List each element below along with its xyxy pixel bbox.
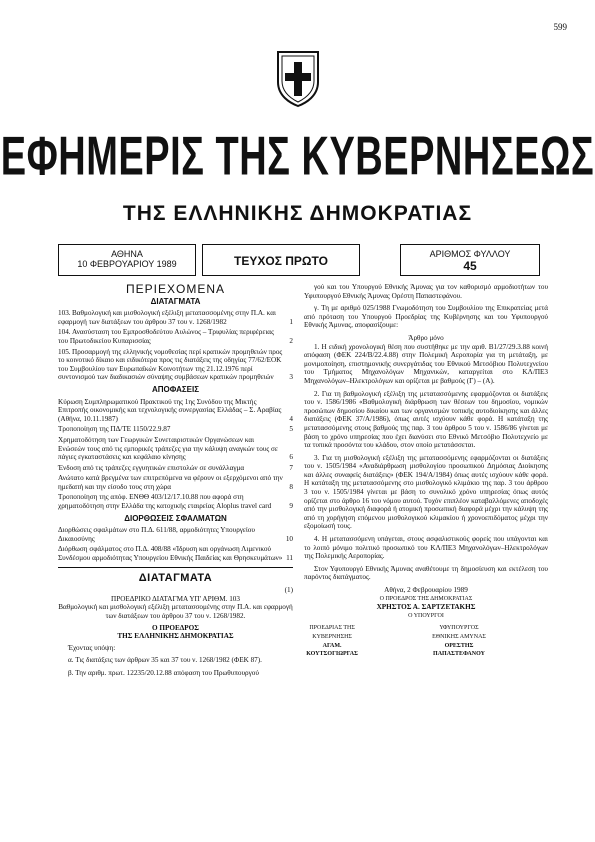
body-paragraph: Στον Υφυπουργό Εθνικής Άμυνας αναθέτουμε τη δημοσίευση και εκτέλεση του παρόντος διατάγματος.: [304, 564, 548, 582]
toc-entry-text: Ένδοση από τις τράπεζες εγγυητικών επιστολών σε συνάλλαγμα: [58, 463, 245, 472]
toc-entry: [58, 398, 293, 424]
contents-section-corrections: ΔΙΟΡΘΩΣΕΙΣ ΣΦΑΛΜΑΤΩΝ: [124, 513, 227, 523]
contents-section-decisions: ΑΠΟΦΑΣΕΙΣ: [151, 384, 200, 394]
toc-entry: [58, 493, 293, 510]
sheet-number-box: [400, 244, 540, 276]
date-box: [58, 244, 196, 276]
toc-entry-page: 8: [289, 482, 293, 491]
masthead-subtitle: ΤΗΣ ΕΛΛΗΝΙΚΗΣ ΔΗΜΟΚΡΑΤΙΑΣ: [122, 202, 473, 225]
toc-entry-page: 9: [289, 502, 293, 511]
issue-box: [202, 244, 360, 276]
preamble-intro: Έχοντας υπόψη:: [68, 643, 116, 652]
signature-block: [431, 624, 548, 658]
toc-entry: [58, 474, 293, 491]
coat-of-arms-emblem: [272, 48, 324, 108]
toc-entry-number: 104.: [58, 328, 71, 337]
toc-entry: [58, 309, 293, 326]
body-paragraph: 4. Η μετατασσόμενη υπάγεται, στους ασφαλιστικούς φορείς που υπάγονται και το λοιπό μόνιμο πολιτικό προσωπικό του ΚΛ/ΠΕ3 Μηχανολόγων–Ηλεκτρολόγων της Πολεμικής Αεροπορίας.: [304, 535, 548, 561]
toc-entry: [58, 464, 293, 473]
body-paragraph: 3. Για τη μισθολογική εξέλιξη της μετατασσόμενης εφαρμόζονται οι διατάξεις του ν. 1505/1984 «Αναδιάρθρωση μισθολογίου προσωπικού Δημόσιας Διοίκησης και άλλες συναφείς διατάξεις» (ΦΕΚ 194/Α/1984) όπως αυτές ισχύουν κάθε φορά. Η κατάταξη της μετατασσόμενης στο μισθολογικό κλιμάκιο της παρ. 3 του άρθρου 3 του ν. 1505/1984 γίνεται με βάση το συνολικό χρόνο υπηρεσίας όπως αυτός ορίζεται στο άρθρο 16 του νόμου αυτού. Τυχόν επιπλέον καταβαλλόμενες αποδοχές από την μισθολογική διαφορά ή ατομική προσωπική διαφορά μέχρι την κάλυψη της από τη χορήγηση επόμενου μισθολογικού κλιμακίου ή χρονοεπιδόματος μέχρι την εξομοίωσή τους.: [304, 453, 548, 531]
masthead-title: ΕΦΗΜΕΡΙΣ ΤΗΣ ΚΥΒΕΡΝΗΣΕΩΣ: [0, 126, 595, 188]
city-label: ΑΘΗΝΑ: [111, 249, 143, 259]
toc-entry-text: Διορθώσεις σφαλμάτων στο Π.Δ. 611/88, αρμοδιότητες Υπουργείου Δικαιοσύνης: [58, 526, 255, 543]
signatory-name: ΟΡΕΣΤΗΣ ΠΑΠΑΣΤΕΦΑΝΟΥ: [433, 642, 485, 658]
body-paragraph: γ. Τη με αριθμό 025/1988 Γνωμοδότηση του Συμβουλίου της Επικρατείας μετά από πρόταση του Υπουργού Προεδρίας της Κυβέρνησης και του Υφυπουργού Εθνικής Άμυνας, αποφασίζουμε:: [304, 304, 548, 330]
decree-title: ΠΡΟΕΔΡΙΚΟ ΔΙΑΤΑΓΜΑ ΥΠ' ΑΡΙΘΜ. 103: [111, 594, 240, 603]
toc-entry: [58, 425, 293, 434]
issue-date: 10 ΦΕΒΡΟΥΑΡΙΟΥ 1989: [77, 259, 177, 269]
toc-entry-page: 11: [286, 554, 293, 563]
ministers-heading: Ο ΥΠΟΥΡΓΟΙ: [408, 612, 444, 619]
decree-description: Βαθμολογική και μισθολογική εξέλιξη μετατασσομένης στην Π.Α. και εφαρμογή των διατάξεων του άρθρου 37 του ν. 1268/1982.: [58, 603, 293, 620]
toc-entry-page: 3: [289, 373, 293, 382]
preamble-alpha: α. Τις διατάξεις των άρθρων 35 και 37 του ν. 1268/1982 (ΦΕΚ 87).: [68, 656, 262, 665]
page-number: 599: [553, 22, 567, 32]
toc-entry-page: 7: [289, 463, 293, 472]
toc-entry: [58, 436, 293, 462]
toc-entry-number: 105.: [58, 347, 71, 356]
toc-entry: [58, 328, 293, 345]
signatory-title: ΠΡΟΕΔΡΙΑΣ ΤΗΣ ΚΥΒΕΡΝΗΣΗΣ: [309, 625, 355, 640]
toc-entry-text: Προσαρμογή της ελληνικής νομοθεσίας περί κρατικών προμηθειών προς το κοινοτικό δίκαιο και ειδικότερα προς τις διατάξεις της οδηγίας 77/62/ΕΟΚ του Συμβουλίου των Ευρωπαϊκών Κοινοτήτων της 21.12.1976 περί συντονισμού των διαδικασιών σύναψης συμβάσεων κρατικών προμηθειών: [58, 347, 283, 382]
article-heading: Άρθρο μόνο: [408, 333, 444, 342]
toc-entry-page: 10: [285, 534, 293, 543]
toc-entry: [58, 526, 293, 543]
body-paragraph: γού και του Υπουργού Εθνικής Άμυνας για τον καθορισμό αρμοδιοτήτων του Υφυπουργού Εθνικής Άμυνας Ορέστη Παπαστεφάνου.: [304, 283, 548, 300]
signatory-name: ΑΓΑΜ. ΚΟΥΤΣΟΓΙΩΡΓΑΣ: [306, 642, 358, 658]
toc-entry-text: Χρηματοδότηση των Γεωργικών Συνεταιριστικών Οργανώσεων και Ενώσεών τους από τις εμπορικές τράπεζες για την κάλυψη αναγκών τους σε πάγιες εγκαταστάσεις και κεφάλαιο κίνησης: [58, 435, 278, 462]
toc-entry: [58, 348, 293, 382]
president-heading: Ο ΠΡΟΕΔΡΟΣ: [152, 623, 199, 632]
toc-entry-text: Τροποποίηση της απόφ. ΕΝΘΘ 403/12/17.10.88 που αφορά στη χρηματοδότηση στην Ελλάδα της κατοχικής εταιρείας Aloplus travel card: [58, 493, 272, 511]
signature-block: [304, 624, 421, 658]
signatory-title: ΥΦΥΠΟΥΡΓΟΣ ΕΘΝΙΚΗΣ ΑΜΥΝΑΣ: [432, 625, 486, 640]
toc-entry-text: Ανώτατο κατά βρεγμένα των επιτρεπόμενα να φέρουν οι εξερχόμενοι από την ημεδαπή και την είσοδο τους στη χώρα: [58, 474, 283, 491]
divider: [58, 567, 293, 568]
toc-entry-number: 103.: [58, 309, 71, 318]
republic-heading: ΤΗΣ ΕΛΛΗΝΙΚΗΣ ΔΗΜΟΚΡΑΤΙΑΣ: [117, 632, 234, 641]
sheet-number: 45: [463, 259, 477, 273]
decree-marker: (1): [284, 586, 293, 595]
toc-entry-page: 1: [289, 317, 293, 326]
preamble-beta: β. Την αριθμ. πρωτ. 12235/20.12.88 απόφαση του Πρωθυπουργού: [68, 668, 259, 677]
left-column: [58, 283, 293, 682]
toc-entry: [58, 545, 293, 562]
toc-entry-text: Ανασύσταση του Εμπροσθοδεύτου Αυλώνος – Τριφυλίας περιφέρειας του Πρωτοδικείου Κυπαρισσίας: [58, 328, 274, 345]
toc-entry-page: 4: [289, 414, 293, 423]
toc-entry-text: Διόρθωση σφάλματος στο Π.Δ. 408/88 «Ίδρυση και οργάνωση Λιμενικού Συνδέσμου αρμοδιότητας Υπουργείου Εθνικής Παιδείας και Θρησκευμάτων»: [58, 545, 283, 563]
toc-entry-page: 5: [289, 425, 293, 434]
president-title: Ο ΠΡΟΕΔΡΟΣ ΤΗΣ ΔΗΜΟΚΡΑΤΙΑΣ: [379, 595, 473, 602]
decrees-heading: ΔΙΑΤΑΓΜΑΤΑ: [138, 571, 213, 584]
contents-section-decrees: ΔΙΑΤΑΓΜΑΤΑ: [150, 296, 201, 306]
issue-label: ΤΕΥΧΟΣ ΠΡΩΤΟ: [234, 254, 328, 268]
body-paragraph: 2. Για τη βαθμολογική εξέλιξη της μετατασσόμενης εφαρμόζονται οι διατάξεις του ν. 1586/1986 «Βαθμολογική διάρθρωση των θέσεων του δημοσίου, νομικών προσώπων δημοσίου δικαίου και των οργανισμών τοπικής αυτοδιοίκησης και άλλες διατάξεις (ΦΕΚ 37/Α/1986), όπως αυτές ισχύουν κάθε φορά. Η κατάταξη της μετατασσόμενης στους βαθμούς της παρ. 3 του άρθρου 5 του ν. 1586/86 γίνεται με βάση το χρόνο υπηρεσίας που έχει διανύσει στο Εθνικό Μετσόβιο Πολυτεχνείο με τα τυπικά προσόντα του κλάδου, στον οποίο μετατάσσεται.: [304, 389, 548, 450]
toc-entry-text: Βαθμολογική και μισθολογική εξέλιξη μετατασσομένης στην Π.Α. και εφαρμογή των διατάξεων του άρθρου 37 του ν. 1268/1982: [58, 309, 276, 326]
contents-title: ΠΕΡΙΕΧΟΜΕΝΑ: [125, 282, 226, 296]
body-paragraph: 1. Η ειδική χρονολογική θέση που συστήθηκε με την αριθ. Β1/27/29.3.88 κοινή απόφαση (ΦΕΚ 224/Β/22.4.88) στην Πολεμική Αεροπορία για τη μετάταξη, με μονιμοποίηση, επιστημονικής συνεργάτιδας του Εθνικού Μετσόβιου Πολυτεχνείου του Τμήματος Μηχανολόγων Μηχανικών, καταργείται στο ΚΛ/ΠΕ3 Μηχανολόγων–Ηλεκτρολόγων και ορίζεται με βαθμούς (Γ) – (Α).: [304, 342, 548, 385]
right-column: [304, 283, 548, 659]
signatures: [304, 624, 548, 658]
toc-entry-page: 2: [289, 336, 293, 345]
toc-entry-text: Τροποποίηση της ΠΔ/ΤΕ 1150/22.9.87: [58, 425, 171, 434]
president-name: ΧΡΗΣΤΟΣ Α. ΣΑΡΤΖΕΤΑΚΗΣ: [376, 603, 476, 612]
toc-entry-page: 6: [289, 453, 293, 462]
signing-date: Αθήνα, 2 Φεβρουαρίου 1989: [384, 586, 468, 594]
toc-entry-text: Κύρωση Συμπληρωματικού Πρακτικού της 1ης Συνόδου της Μικτής Επιτροπής οικονομικής και τεχνολογικής συνεργασίας Ελλάδας – Σ. Αραβίας (Αθήνα, 10.11.1987): [58, 397, 282, 423]
sheet-number-label: ΑΡΙΘΜΟΣ ΦΥΛΛΟΥ: [429, 249, 511, 259]
